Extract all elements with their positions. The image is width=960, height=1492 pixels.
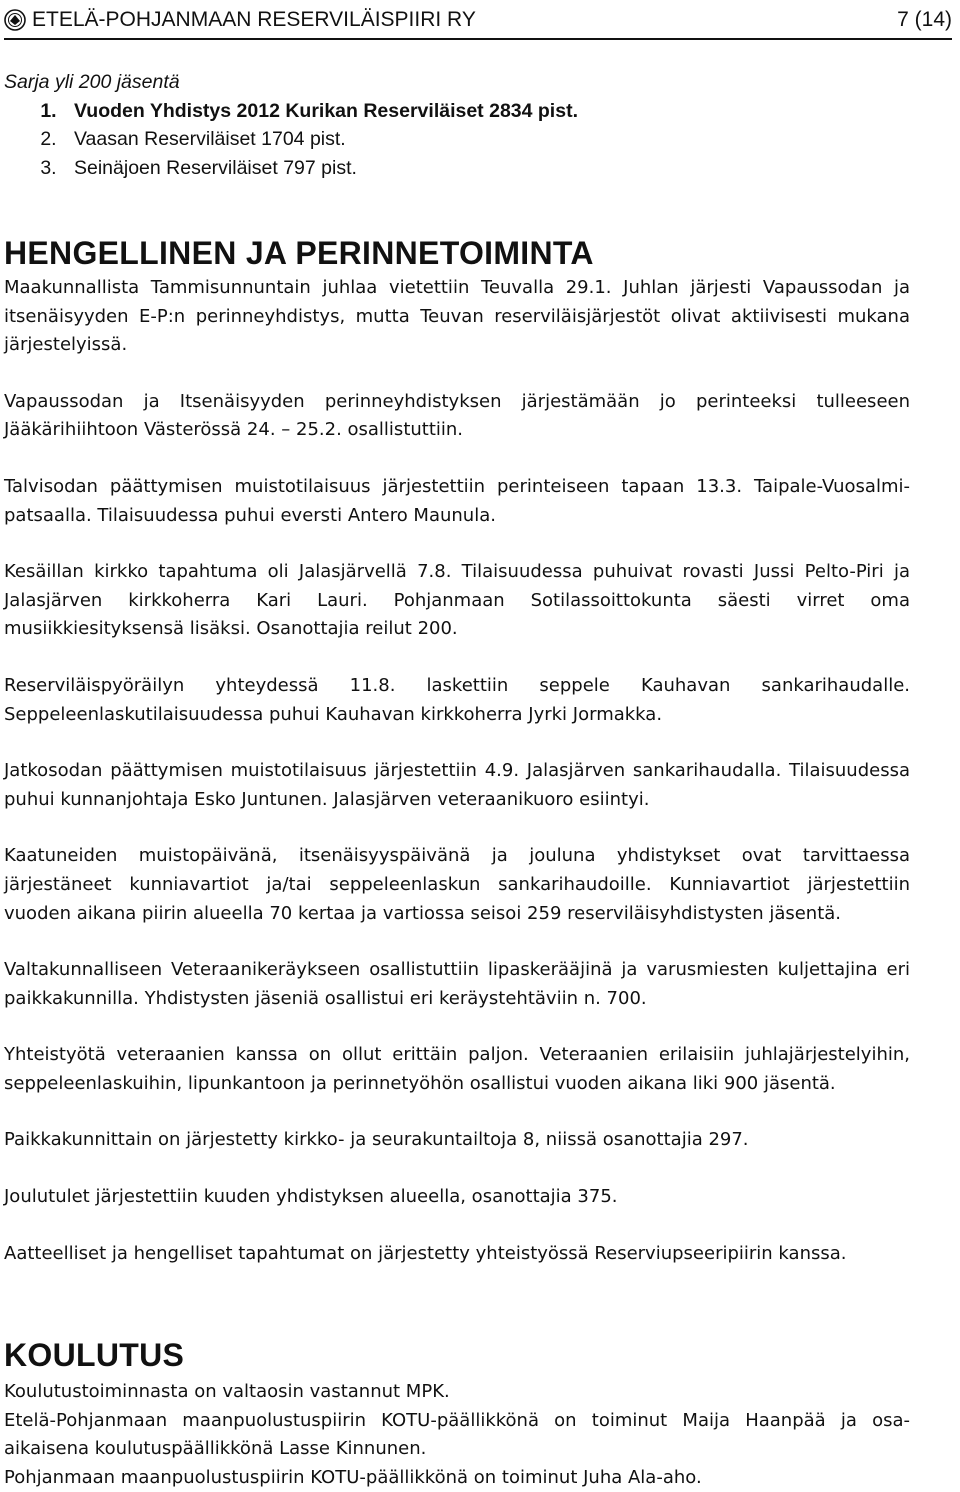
paragraph: Pohjanmaan maanpuolustuspiirin KOTU-päällikkönä on toiminut Juha Ala-aho. <box>4 1466 702 1488</box>
page-header <box>4 2 952 40</box>
section-heading-training: KOULUTUS <box>4 1337 185 1373</box>
paragraph: Reserviläispyöräilyn yhteydessä 11.8. laskettiin seppele Kauhavan sankarihaudalle. Seppeleenlaskutilaisuudessa puhui Kauhavan kirkkoherra Jyrki Jormakka. <box>4 674 910 725</box>
ranking-list <box>4 97 910 183</box>
ranking-subtitle: Sarja yli 200 jäsentä <box>4 71 180 93</box>
heritage-section-body <box>4 274 910 1296</box>
paragraph: Etelä-Pohjanmaan maanpuolustuspiirin KOTU-päällikkönä on toiminut Maija Haanpää ja osa-aikaisena koulutuspäällikkönä Lasse Kinnunen. <box>4 1409 910 1460</box>
paragraph: Aatteelliset ja hengelliset tapahtumat on järjestetty yhteistyössä Reserviupseeripiirin kanssa. <box>4 1242 847 1264</box>
paragraph: Vapaussodan ja Itsenäisyyden perinneyhdistyksen järjestämään jo perinteeksi tulleeseen Jääkärihiihtoon Västerössä 24. – 25.2. osallistuttiin. <box>4 390 910 441</box>
ranking-item: 1. Vuoden Yhdistys 2012 Kurikan Reserviläiset 2834 pist. <box>62 97 910 126</box>
header-left <box>4 8 476 32</box>
paragraph: Valtakunnalliseen Veteraanikeräykseen osallistuttiin lipaskerääjinä ja varusmiesten kuljettajina eri paikkakunnilla. Yhdistysten jäseniä osallistui eri keräystehtäviin n. 700. <box>4 959 910 1009</box>
ranking-item: 2. Vaasan Reserviläiset 1704 pist. <box>62 125 910 154</box>
paragraph: Talvisodan päättymisen muistotilaisuus järjestettiin perinteiseen tapaan 13.3. Taipale-Vuosalmi-patsaalla. Tilaisuudessa puhui eversti Antero Maunula. <box>4 475 910 526</box>
ranking-item: 3. Seinäjoen Reserviläiset 797 pist. <box>62 154 910 183</box>
paragraph: Yhteistyötä veteraanien kanssa on ollut erittäin paljon. Veteraanien erilaisiin juhlajärjestelyihin, seppeleenlaskuihin, lipunkantoon ja perinnetyöhön osallistui vuoden aikana liki 900 jäsentä. <box>4 1044 910 1094</box>
paragraph: Kesäillan kirkko tapahtuma oli Jalasjärvellä 7.8. Tilaisuudessa puhuivat rovasti Jussi Pelto-Piri ja Jalasjärven kirkkoherra Kari Lauri. Pohjanmaan Sotilassoittokunta säesti virret oma musiikkiesityksensä lisäksi. Osanottajia reilut 200. <box>4 561 910 640</box>
paragraph: Maakunnallista Tammisunnuntain juhlaa vietettiin Teuvalla 29.1. Juhlan järjesti Vapaussodan ja itsenäisyyden E-P:n perinneyhdistys, mutta Teuvan reserviläisjärjestöt olivat aktiivisesti mukana järjestelyissä. <box>4 277 910 356</box>
paragraph: Kaatuneiden muistopäivänä, itsenäisyyspäivänä ja jouluna yhdistykset ovat tarvittaessa järjestäneet kunniavartiot ja/tai seppeleenlaskun sankarihaudoille. Kunniavartiot järjestettiin vuoden aikana piirin alueella 70 kertaa ja vartiossa seisoi 259 reserviläisyhdistysten jäsentä. <box>4 845 910 924</box>
paragraph: Koulutustoiminnasta on valtaosin vastannut MPK. <box>4 1381 450 1402</box>
paragraph: Jatkosodan päättymisen muistotilaisuus järjestettiin 4.9. Jalasjärven sankarihaudalla. Tilaisuudessa puhui kunnanjohtaja Esko Juntunen. Jalasjärven veteraanikuoro esiintyi. <box>4 760 910 810</box>
section-heading-heritage: HENGELLINEN JA PERINNETOIMINTA <box>4 235 594 271</box>
ranking-block <box>4 68 910 182</box>
reservist-emblem-icon <box>4 9 26 31</box>
paragraph: Joulutulet järjestettiin kuuden yhdistyksen alueella, osanottajia 375. <box>4 1186 618 1208</box>
page-number: 7 (14) <box>897 8 952 31</box>
organization-name: ETELÄ-POHJANMAAN RESERVILÄISPIIRI RY <box>32 8 476 31</box>
training-section-body <box>4 1378 910 1492</box>
paragraph: Paikkakunnittain on järjestetty kirkko- ja seurakuntailtoja 8, niissä osanottajia 297. <box>4 1129 749 1151</box>
